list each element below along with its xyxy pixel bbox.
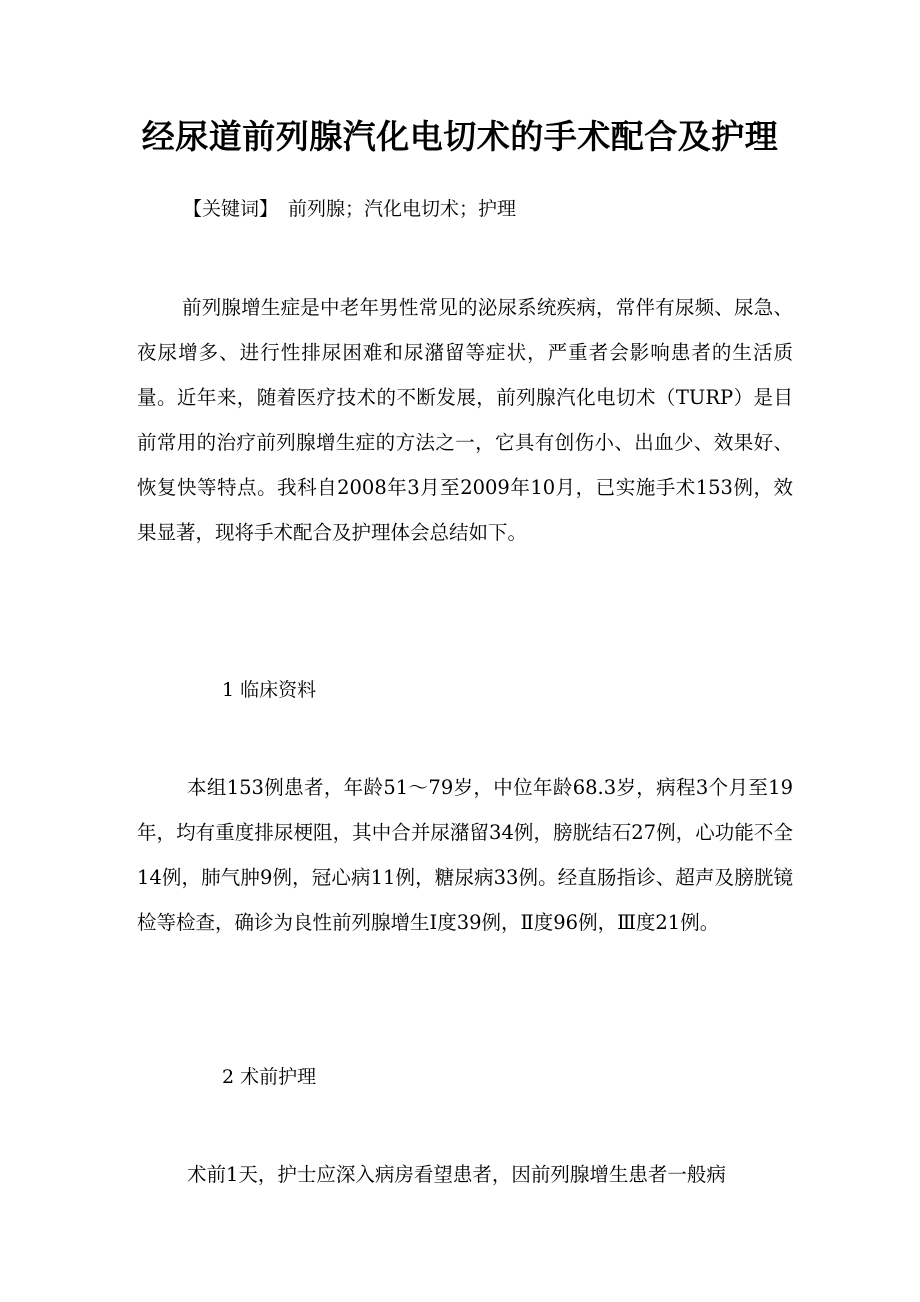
intro-paragraph: 前列腺增生症是中老年男性常见的泌尿系统疾病，常伴有尿频、尿急、夜尿增多、进行性排尿困难和尿潴留等症状，严重者会影响患者的生活质量。近年来，随着医疗技术的不断发展，前列腺汽化电切术（TURP）是目前常用的治疗前列腺增生症的方法之一，它具有创伤小、出血少、效果好、恢复快等特点。我科自2008年3月至2009年10月，已实施手术153例，效果显著，现将手术配合及护理体会总结如下。: [137, 296, 793, 544]
document-title: 经尿道前列腺汽化电切术的手术配合及护理: [141, 117, 779, 156]
keywords-text: 前列腺；汽化电切术；护理: [288, 198, 517, 220]
section-heading-preoperative-care: 2 术前护理: [222, 1066, 317, 1088]
section-heading-clinical-data: 1 临床资料: [222, 679, 317, 701]
keywords-label: 【关键词】: [183, 198, 279, 220]
clinical-data-paragraph: 本组153例患者，年龄51～79岁，中位年龄68.3岁，病程3个月至19年，均有重度排尿梗阻，其中合并尿潴留34例，膀胱结石27例，心功能不全14例，肺气肿9例，冠心病11例，糖尿病33例。经直肠指诊、超声及膀胱镜检等检查，确诊为良性前列腺增生Ⅰ度39例，Ⅱ度96例，Ⅲ度21例。: [137, 776, 793, 934]
keywords-line: [183, 192, 516, 226]
preoperative-care-paragraph: 术前1天，护士应深入病房看望患者，因前列腺增生患者一般病: [187, 1163, 726, 1186]
